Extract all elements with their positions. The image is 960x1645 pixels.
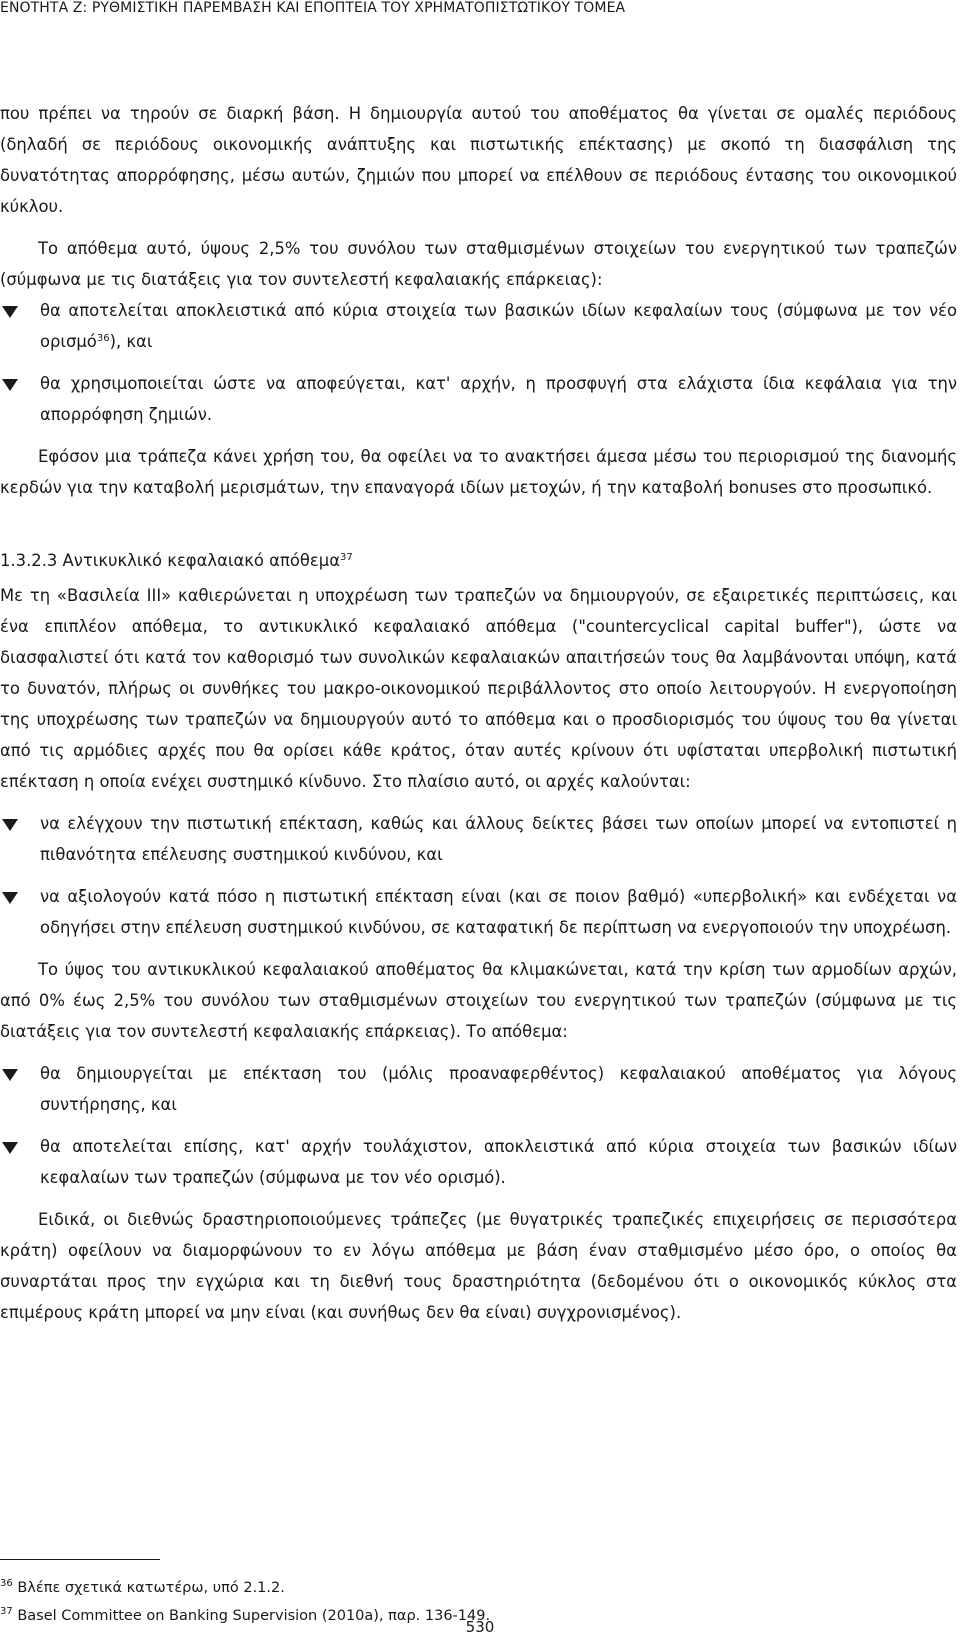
bullet-item xyxy=(0,368,957,430)
section-heading xyxy=(0,545,957,576)
footnote-text: Basel Committee on Banking Supervision (2010a), παρ. 136-149. xyxy=(17,1608,491,1624)
footnote-divider xyxy=(0,1559,160,1560)
bullet-item xyxy=(0,295,957,357)
paragraph: Το ύψος του αντικυκλικού κεφαλαιακού αποθέματος θα κλιμακώνεται, κατά την κρίση των αρμοδίων αρχών, από 0% έως 2,5% του συνόλου των σταθμισμένων στοιχείων του ενεργητικού των τραπεζών (σύμφωνα με τις διατάξεις για τον συντελεστή κεφαλαιακής επάρκειας). Το απόθεμα: xyxy=(0,960,957,1041)
bullet-text: να ελέγχουν την πιστωτική επέκταση, καθώς και άλλους δείκτες βάσει των οποίων μπορεί να εντοπιστεί η πιθανότητα επέλευσης συστημικού κινδύνου, και xyxy=(40,814,957,864)
bullet-text: θα δημιουργείται με επέκταση του (μόλις προαναφερθέντος) κεφαλαιακού αποθέματος για λόγους συντήρησης, και xyxy=(40,1064,957,1114)
footnote xyxy=(0,1574,957,1602)
page-number: 530 xyxy=(465,1618,495,1636)
bullet-item xyxy=(0,881,957,943)
bullet-text: θα αποτελείται αποκλειστικά από κύρια στοιχεία των βασικών ιδίων κεφαλαίων τους (σύμφωνα με τον νέο ορισμό xyxy=(40,301,957,351)
footnote-ref: 37 xyxy=(340,552,353,563)
down-triangle-icon xyxy=(2,1069,18,1081)
footnote-ref: 36 xyxy=(96,333,110,344)
bullet-text: θα χρησιμοποιείται ώστε να αποφεύγεται, κατ' αρχήν, η προσφυγή στα ελάχιστα ίδια κεφάλαια για την απορρόφηση ζημιών. xyxy=(40,374,957,424)
paragraph: Ειδικά, οι διεθνώς δραστηριοποιούμενες τράπεζες (με θυγατρικές τραπεζικές επιχειρήσεις σε περισσότερα κράτη) οφείλουν να διαμορφώνουν το εν λόγω απόθεμα με βάση έναν σταθμισμένο μέσο όρο, ο οποίος θα συναρτάται προς την εγχώρια και τη διεθνή τους δραστηριότητα (δεδομένου ότι ο οικονομικός κύκλος στα επιμέρους κράτη μπορεί να μην είναι (και συνήθως δεν θα είναι) συγχρονισμένος). xyxy=(0,1210,957,1322)
footnote-marker: 37 xyxy=(0,1606,13,1617)
paragraph: που πρέπει να τηρούν σε διαρκή βάση. Η δημιουργία αυτού του αποθέματος θα γίνεται σε ομαλές περιόδους (δηλαδή σε περιόδους οικονομικής ανάπτυξης και πιστωτικής επέκτασης) με σκοπό τη διασφάλιση της δυνατότητας απορρόφησης, μέσω αυτών, ζημιών που μπορεί να επέλθουν σε περιόδους έντασης του οικονομικού κύκλου. xyxy=(0,104,957,216)
down-triangle-icon xyxy=(2,819,18,831)
bullet-item xyxy=(0,808,957,870)
paragraph: Το απόθεμα αυτό, ύψους 2,5% του συνόλου των σταθμισμένων στοιχείων του ενεργητικού των τραπεζών (σύμφωνα με τις διατάξεις για τον συντελεστή κεφαλαιακής επάρκειας): xyxy=(0,239,957,289)
down-triangle-icon xyxy=(2,306,18,318)
bullet-text: να αξιολογούν κατά πόσο η πιστωτική επέκταση είναι (και σε ποιον βαθμό) «υπερβολική» και ενδέχεται να οδηγήσει στην επέλευση συστημικού κινδύνου, σε καταφατική δε περίπτωση να ενεργοποιούν την υποχρέωση. xyxy=(40,887,957,937)
down-triangle-icon xyxy=(2,1142,18,1154)
section-heading-text: 1.3.2.3 Αντικυκλικό κεφαλαιακό απόθεμα xyxy=(0,551,340,570)
bullet-text: θα αποτελείται επίσης, κατ' αρχήν τουλάχιστον, αποκλειστικά από κύρια στοιχεία των βασικών ιδίων κεφαλαίων των τραπεζών (σύμφωνα με τον νέο ορισμό). xyxy=(40,1137,957,1187)
paragraph: Με τη «Βασιλεία ΙΙΙ» καθιερώνεται η υποχρέωση των τραπεζών να δημιουργούν, σε εξαιρετικές περιπτώσεις, και ένα επιπλέον απόθεμα, το αντικυκλικό κεφαλαιακό απόθεμα ("countercyclical capital buffer"), ώστε να διασφαλιστεί ότι κατά τον καθορισμό των συνολικών κεφαλαιακών απαιτήσεών τους θα λαμβάνονται υπόψη, κατά το δυνατόν, πλήρως οι συνθήκες του μακρο-οικονομικού περιβάλλοντος στο οποίο λειτουργούν. Η ενεργοποίηση της υποχρέωσης των τραπεζών να δημιουργούν αυτό το απόθεμα και ο προσδιορισμός του ύψους του θα γίνεται από τις αρμόδιες αρχές που θα ορίσει κάθε κράτος, όταν αυτές κρίνουν ότι υφίσταται υπερβολική πιστωτική επέκταση η οποία ενέχει συστημικό κίνδυνο. Στο πλαίσιο αυτό, οι αρχές καλούνται: xyxy=(0,586,957,791)
running-header: ΕΝΟΤΗΤΑ Ζ: ΡΥΘΜΙΣΤΙΚΗ ΠΑΡΕΜΒΑΣΗ ΚΑΙ ΕΠΟΠΤΕΙΑ ΤΟΥ ΧΡΗΜΑΤΟΠΙΣΤΩΤΙΚΟΥ ΤΟΜΕΑ xyxy=(0,0,626,16)
page-body xyxy=(0,98,957,1328)
footnote-marker: 36 xyxy=(0,1578,13,1589)
down-triangle-icon xyxy=(2,892,18,904)
footnote-text: Βλέπε σχετικά κατωτέρω, υπό 2.1.2. xyxy=(17,1580,285,1596)
paragraph: Εφόσον μια τράπεζα κάνει χρήση του, θα οφείλει να το ανακτήσει άμεσα μέσω του περιορισμού της διανομής κερδών για την καταβολή μερισμάτων, την επαναγορά ιδίων μετοχών, ή την καταβολή bonuses στο προσωπικό. xyxy=(0,447,957,497)
bullet-item xyxy=(0,1131,957,1193)
bullet-item xyxy=(0,1058,957,1120)
down-triangle-icon xyxy=(2,379,18,391)
bullet-text-tail: ), και xyxy=(109,332,153,351)
